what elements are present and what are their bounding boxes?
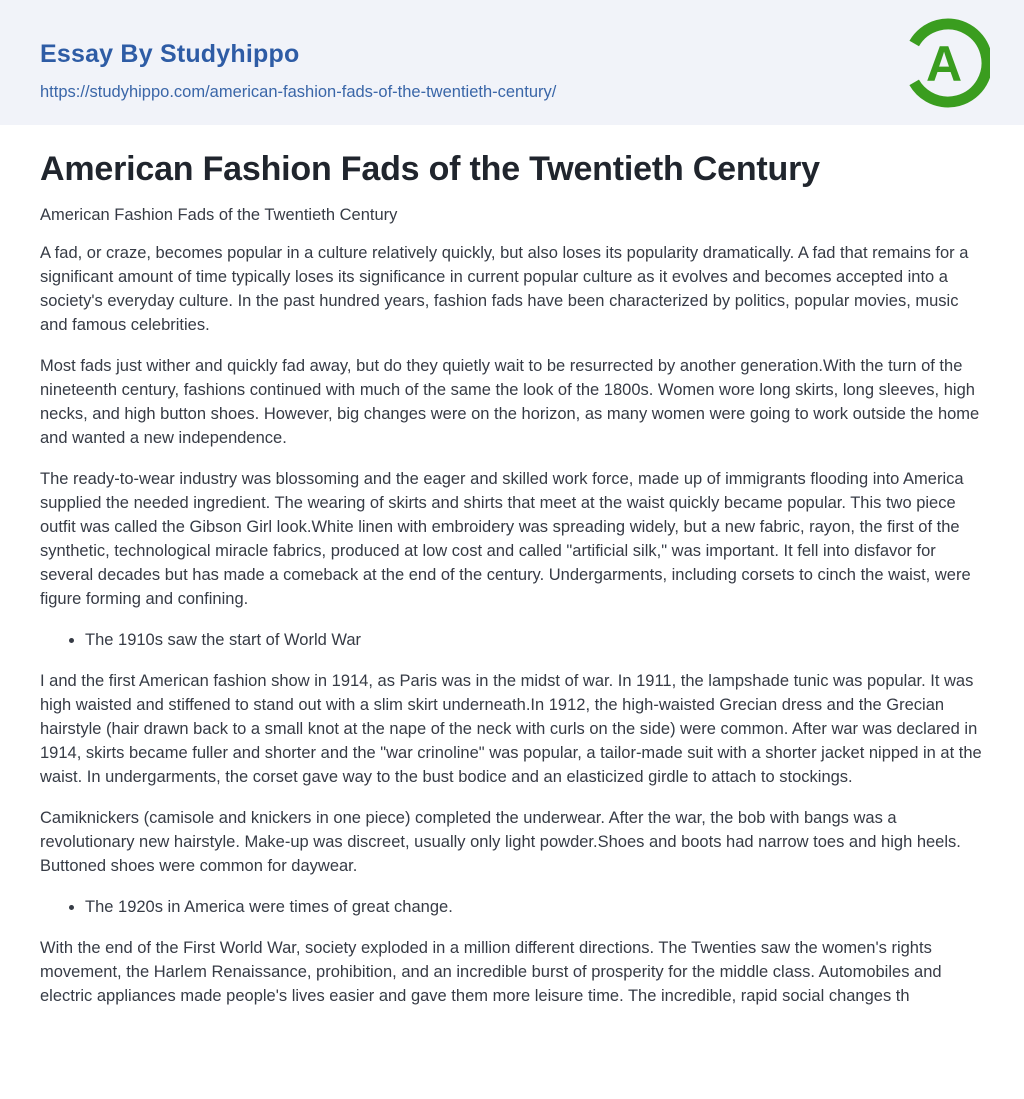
page-url-link[interactable]: https://studyhippo.com/american-fashion-fads-of-the-twentieth-century/ [40, 83, 557, 101]
logo-letter: A [925, 36, 963, 92]
bullet-item-1920s: • The 1920s in America were times of great change. [85, 895, 984, 919]
site-logo [902, 14, 990, 117]
bullet-list-1 [40, 628, 984, 652]
paragraph-2: Most fads just wither and quickly fad away, but do they quietly wait to be resurrected by another generation.With the turn of the nineteenth century, fashions continued with much of the same the look of the 1800s. Women wore long skirts, long sleeves, high necks, and high button shoes. However, big changes were on the horizon, as many women were going to work outside the home and wanted a new independence. [40, 357, 980, 447]
page-header [0, 0, 1024, 125]
logo-arc-icon [902, 14, 990, 112]
article-title: American Fashion Fads of the Twentieth Century [40, 150, 820, 188]
bullet-item-1910s: • The 1910s saw the start of World War [85, 628, 984, 652]
paragraph-5: Camiknickers (camisole and knickers in one piece) completed the underwear. After the war, the bob with bangs was a revolutionary new hairstyle. Make-up was discreet, usually only light powder.Shoes and boots had narrow toes and high heels. Buttoned shoes were common for daywear. [40, 809, 961, 875]
paragraph-1: A fad, or craze, becomes popular in a culture relatively quickly, but also loses its popularity dramatically. A fad that remains for a significant amount of time typically loses its significance in current popular culture as it evolves and becomes accepted into a society's everyday culture. In the past hundred years, fashion fads have been characterized by politics, popular movies, music and famous celebrities. [40, 244, 969, 334]
bullet-list-2 [40, 895, 984, 919]
site-title: Essay By Studyhippo [40, 40, 300, 68]
article-subtitle: American Fashion Fads of the Twentieth Century [40, 206, 398, 224]
article-content [0, 150, 1024, 1008]
paragraph-3: The ready-to-wear industry was blossoming and the eager and skilled work force, made up of immigrants flooding into America supplied the needed ingredient. The wearing of skirts and shirts that meet at the waist quickly became popular. This two piece outfit was called the Gibson Girl look.White linen with embroidery was spreading widely, but a new fabric, rayon, the first of the synthetic, technological miracle fabrics, produced at low cost and called "artificial silk," was important. It fell into disfavor for several decades but has made a comeback at the end of the century. Undergarments, including corsets to cinch the waist, were figure forming and confining. [40, 470, 971, 608]
paragraph-6: With the end of the First World War, society exploded in a million different directions. The Twenties saw the women's rights movement, the Harlem Renaissance, prohibition, and an incredible burst of prosperity for the middle class. Automobiles and electric appliances made people's lives easier and gave them more leisure time. The incredible, rapid social changes th [40, 939, 942, 1005]
header-text-block [40, 0, 556, 102]
paragraph-4: I and the first American fashion show in 1914, as Paris was in the midst of war. In 1911, the lampshade tunic was popular. It was high waisted and stiffened to stand out with a slim skirt underneath.In 1912, the high-waisted Grecian dress and the Grecian hairstyle (hair drawn back to a small knot at the nape of the neck with curls on the side) were common. After war was declared in 1914, skirts became fuller and shorter and the "war crinoline" was popular, a tailor-made suit with a shorter jacket nipped in at the waist. In undergarments, the corset gave way to the bust bodice and an elasticized girdle to attach to stockings. [40, 672, 982, 786]
